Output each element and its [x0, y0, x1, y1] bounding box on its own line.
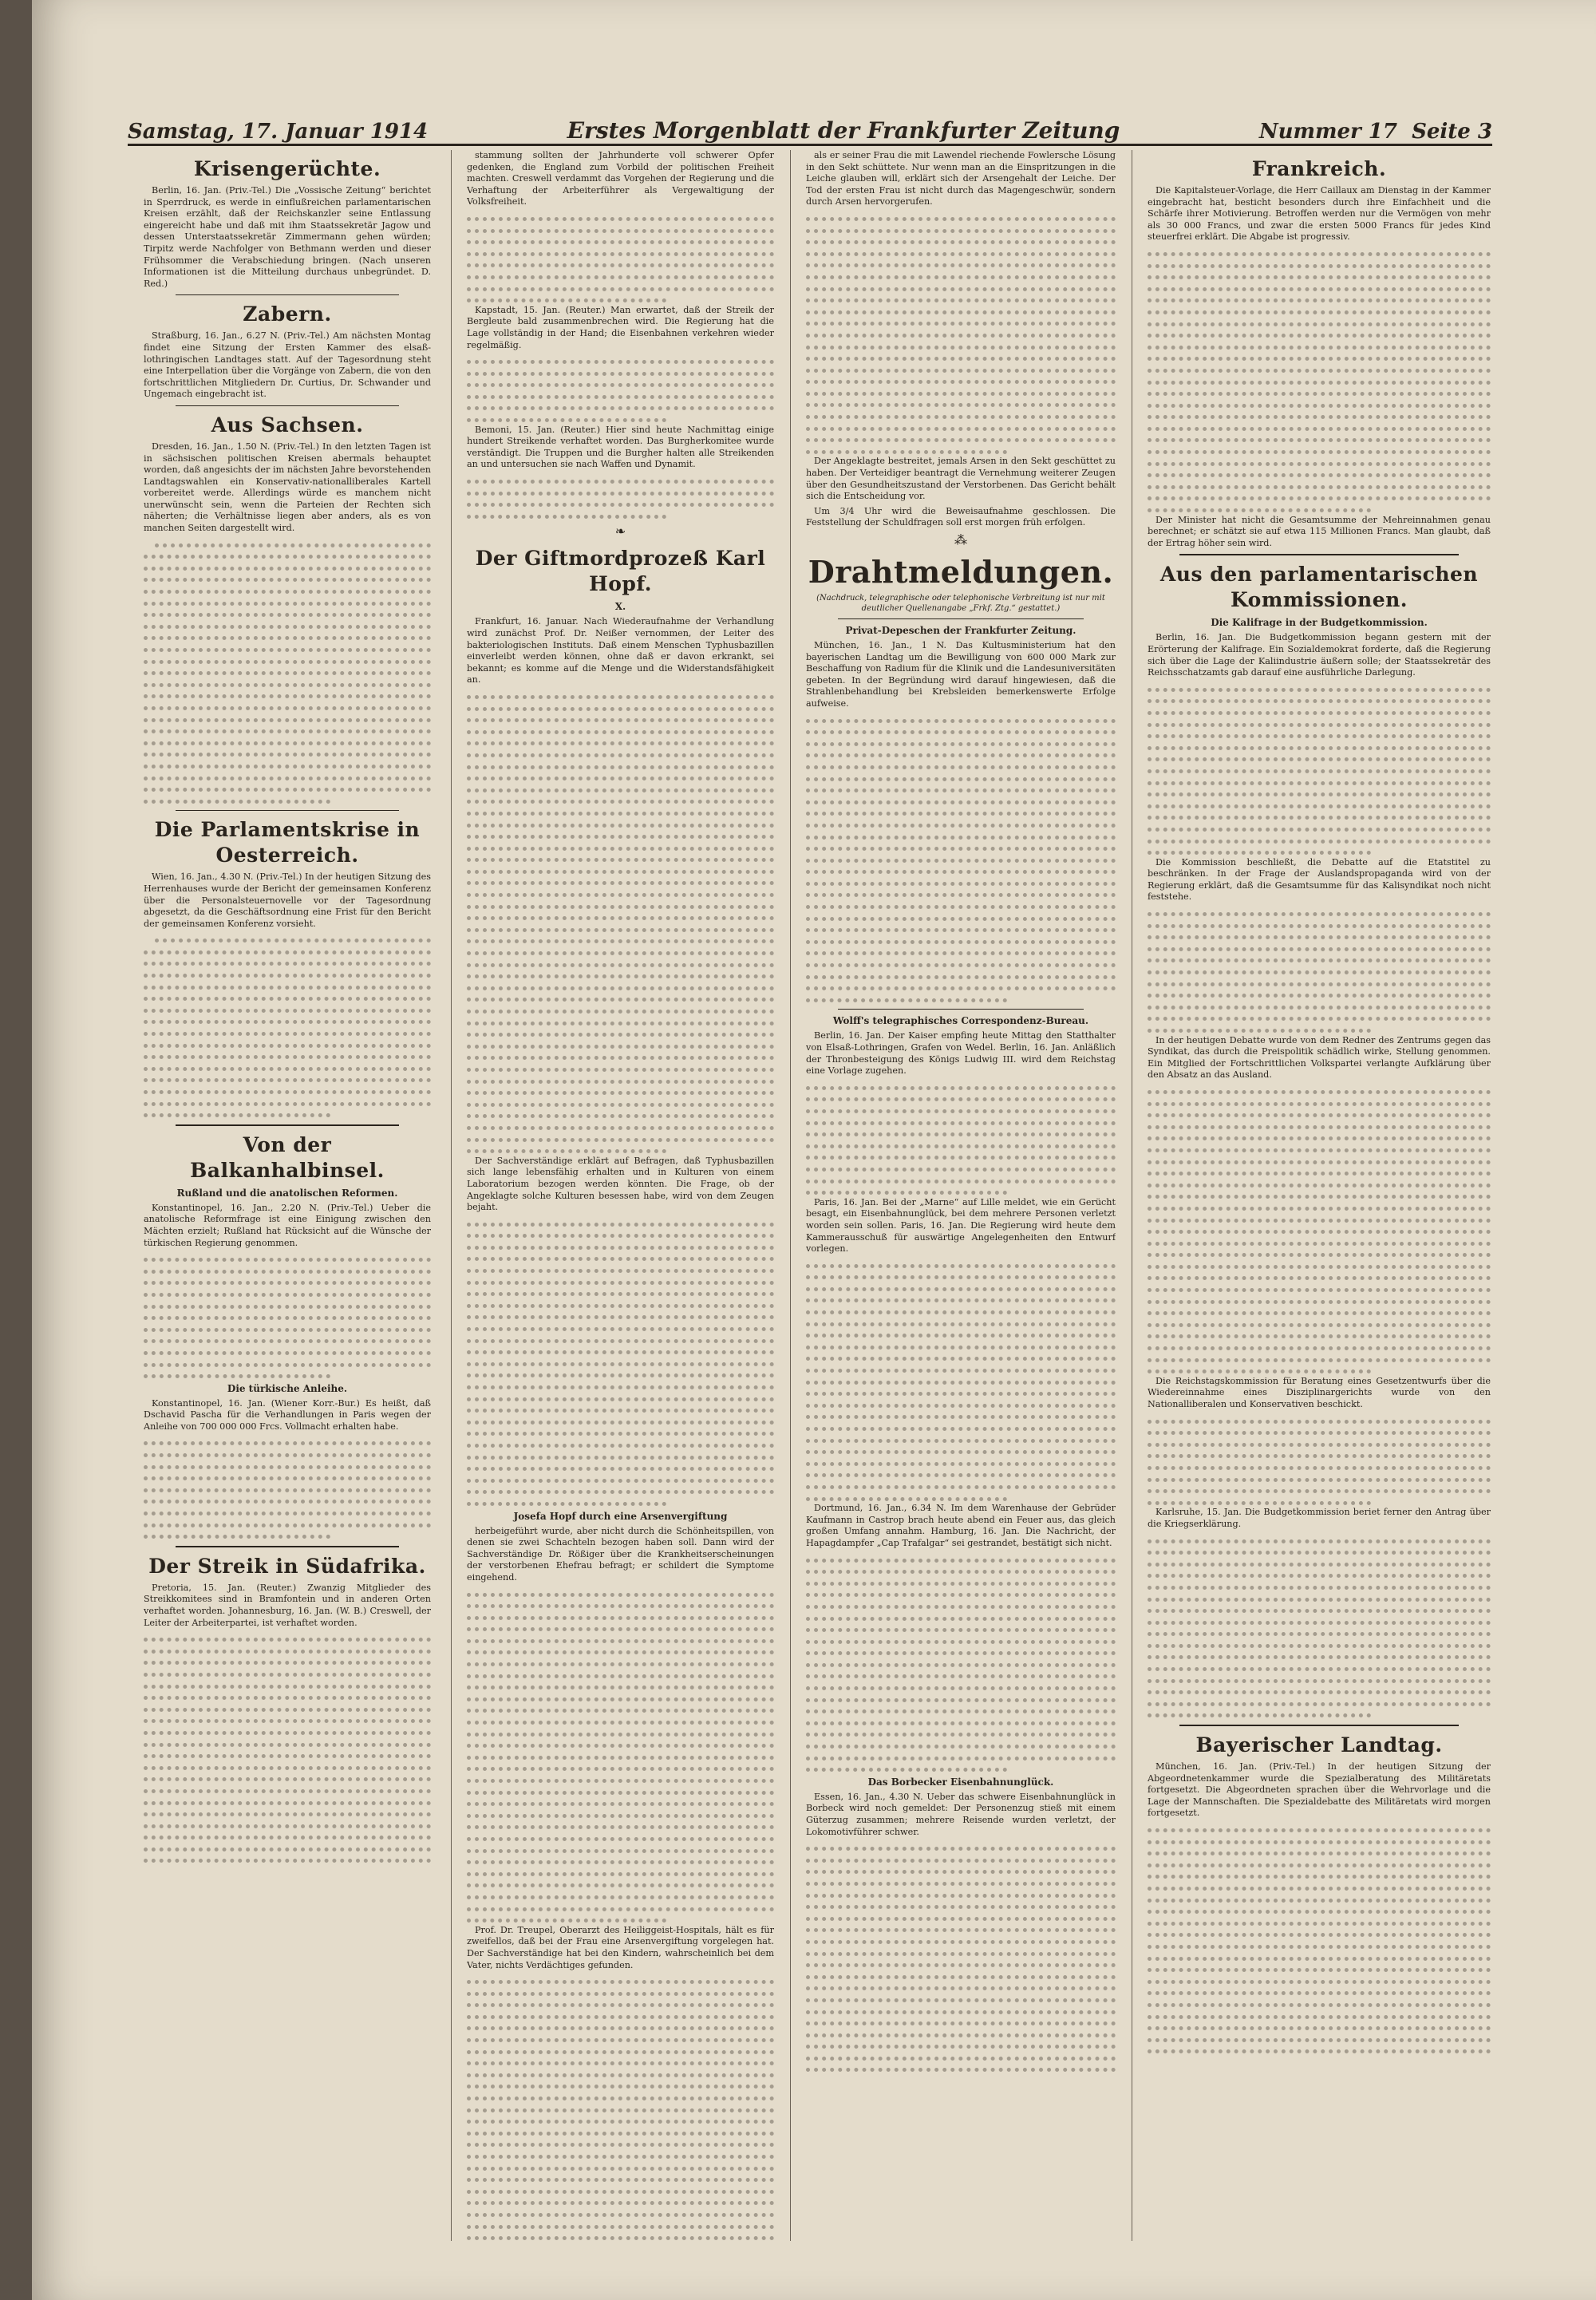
headline-frankreich: Frankreich. — [1251, 157, 1387, 180]
headline-bayerischer-landtag: Bayerischer Landtag. — [1195, 1733, 1443, 1757]
illegible-text-block — [1148, 1823, 1491, 2056]
illegible-text-block — [467, 690, 774, 1156]
article-paragraph: Essen, 16. Jan., 4.30 N. Ueber das schwere Eisenbahnunglück in Borbeck wird noch gemeldet: Der Personenzug stieß mit einem Güterzug zusammen; mehrere Reisende wurden verletzt, der Lokomotivführer schwer. — [806, 1791, 1116, 1837]
article-paragraph: Konstantinopel, 16. Jan., 2.20 N. (Priv.-Tel.) Ueber die anatolische Reformfrage ist eine Einigung zwischen den Mächten erzielt; Rußland hat Rücksicht auf die Wünsche der türkischen Regierung genommen. — [144, 1202, 431, 1248]
headline-zabern: Zabern. — [243, 302, 332, 326]
column-1 — [144, 150, 431, 2241]
headline-drahtmeldungen: Drahtmeldungen. — [808, 554, 1114, 590]
separator — [1179, 1725, 1459, 1726]
separator — [1179, 554, 1459, 555]
illegible-text-block — [467, 474, 774, 520]
illegible-text-block — [806, 211, 1116, 456]
article-paragraph: Der Sachverständige erklärt auf Befragen, daß Typhusbazillen sich lange lebensfähig erhalten und in Kulturen von einem Laboratorium bezogen werden könnten. Die Frage, ob der Angeklagte solche Kulturen besessen habe, wird von dem Zeugen bejaht. — [467, 1155, 774, 1213]
article-paragraph: stammung sollten der Jahrhunderte voll schwerer Opfer gedenken, die England zum Vorbild der politischen Freiheit machten. Creswell verdammt das Vorgehen der Regierung und die Verhaftung der Arbeiterführer als Vergewaltigung der Volksfreiheit. — [467, 150, 774, 207]
illegible-text-block — [144, 1632, 431, 1865]
column-2 — [467, 150, 774, 2241]
illegible-text-block — [806, 713, 1116, 1005]
article-paragraph: herbeigeführt wurde, aber nicht durch die Schönheitspillen, von denen sie zwei Schachteln bezogen haben soll. Dann wird der Sachverständige Dr. Rößiger über die Krankheitserscheinungen der verstorbenen Ehefrau befragt; er schildert die Symptome eingehend. — [467, 1525, 774, 1583]
page-header — [128, 112, 1492, 146]
page-number: Seite 3 — [1412, 120, 1492, 144]
illegible-text-block — [467, 1587, 774, 1925]
article-paragraph: Die Reichstagskommission für Beratung eines Gesetzentwurfs über die Wiedereinnahme eines Disziplinargerichts wurde von den Nationalliberalen und Konservativen beschickt. — [1148, 1375, 1491, 1409]
article-paragraph: München, 16. Jan., 1 N. Das Kultusministerium hat den bayerischen Landtag um die Bewilligung von 600 000 Mark zur Beschaffung von Radium für die Klinik und die Landesuniversitäten gebeten. In der Begründung wird darauf hingewiesen, daß die Strahlenbehandlung bei Krebsleiden bemerkenswerte Erfolge aufweise. — [806, 640, 1116, 709]
illegible-text-block — [806, 1081, 1116, 1197]
article-paragraph: Prof. Dr. Treupel, Oberarzt des Heiliggeist-Hospitals, hält es für zweifellos, daß bei der Frau eine Arsenvergiftung vorgelegen hat. Der Sachverständige hat bei den Kindern, wahrscheinlich bei dem Vater, nichts Verdächtiges gefunden. — [467, 1924, 774, 1970]
headline-streik-suedafrika: Der Streik in Südafrika. — [148, 1554, 426, 1578]
issue-number-page — [1259, 120, 1492, 144]
illegible-text-block — [467, 211, 774, 305]
article-paragraph: Dortmund, 16. Jan., 6.34 N. Im dem Warenhause der Gebrüder Kaufmann in Castrop brach heute abend ein Feuer aus, das gleich großen Umfang annahm. Hamburg, 16. Jan. Die Nachricht, der Hapagdampfer „Cap Trafalgar“ sei gestrandet, bestätigt sich nicht. — [806, 1503, 1116, 1548]
illegible-text-block — [144, 1252, 431, 1381]
article-paragraph: Berlin, 16. Jan. Der Kaiser empfing heute Mittag den Statthalter von Elsaß-Lothringen, Grafen von Wedel. Berlin, 16. Jan. Anläßlich der Thronbesteigung des Königs Ludwig III. wird dem Reichstag eine Vorlage zugehen. — [806, 1030, 1116, 1077]
article-paragraph: Bemoni, 15. Jan. (Reuter.) Hier sind heute Nachmittag einige hundert Streikende verhaftet worden. Das Burgherkomitee wurde verständigt. Die Truppen und die Burgher halten alle Streikenden an und untersuchen sie nach Waffen und Dynamit. — [467, 424, 774, 470]
illegible-text-block — [467, 1974, 774, 2241]
illegible-text-block — [806, 1259, 1116, 1503]
subheadline: Die türkische Anleihe. — [227, 1382, 348, 1394]
subheadline: Josefa Hopf durch eine Arsenvergiftung — [513, 1510, 728, 1522]
column-rule — [451, 150, 452, 2241]
subheadline: Die Kalifrage in der Budgetkommission. — [1211, 617, 1428, 629]
headline-giftmordprozess: Der Giftmordprozeß Karl Hopf. — [475, 547, 766, 596]
reprint-notice: (Nachdruck, telegraphische oder telephonische Verbreitung ist nur mit deutlicher Quellenangabe „Frkf. Ztg.“ gestattet.) — [816, 594, 1105, 613]
issue-date: Samstag, 17. Januar 1914 — [128, 120, 429, 144]
subheadline: Rußland und die anatolischen Reformen. — [176, 1187, 398, 1199]
illegible-text-block — [467, 354, 774, 425]
separator — [838, 1009, 1084, 1010]
column-4 — [1148, 150, 1491, 2241]
article-paragraph: Karlsruhe, 15. Jan. Die Budgetkommission beriet ferner den Antrag über die Kriegserklärung. — [1148, 1507, 1491, 1529]
issue-number: Nummer 17 — [1258, 120, 1397, 144]
article-paragraph: Straßburg, 16. Jan., 6.27 N. (Priv.-Tel.) Am nächsten Montag findet eine Sitzung der Ersten Kammer des elsaß-lothringischen Landtages statt. Auf der Tagesordnung steht eine Interpellation über die Vorgänge von Zabern, die von den fortschrittlichen Mitgliedern Dr. Curtius, Dr. Schwander und Ungemach eingebracht ist. — [144, 330, 431, 400]
article-paragraph: Der Minister hat nicht die Gesamtsumme der Mehreinnahmen genau berechnet; er schätzt sie auf etwa 115 Millionen Francs. Man glaubt, daß der Ertrag höher sein wird. — [1148, 514, 1491, 548]
column-3 — [806, 150, 1116, 2241]
subheadline: Wolff's telegraphisches Correspondenz-Bureau. — [832, 1015, 1089, 1027]
subheadline: Das Borbecker Eisenbahnunglück. — [867, 1776, 1054, 1788]
article-paragraph: Paris, 16. Jan. Bei der „Marne“ auf Lille meldet, wie ein Gerücht besagt, ein Eisenbahnunglück, bei dem mehrere Personen verletzt worden sein sollen. Paris, 16. Jan. Die Regierung wird heute dem Kammerausschuß für auswärtige Angelegenheiten den Entwurf vorlegen. — [806, 1196, 1116, 1255]
article-paragraph: Die Kapitalsteuer-Vorlage, die Herr Caillaux am Dienstag in der Kammer eingebracht hat, besticht besonders durch ihre Einfachheit und die Schärfe ihrer Motivierung. Betroffen werden nur die Vermögen von mehr als 30 000 Francs, und zwar die ersten 5000 Francs für jedes Kind steuerfrei erklärt. Die Abgabe ist progressiv. — [1148, 185, 1491, 243]
headline-parlamentskrise: Die Parlamentskrise in Oesterreich. — [154, 818, 421, 867]
article-paragraph: Berlin, 16. Jan. Die Budgetkommission begann gestern mit der Erörterung der Kalifrage. Ein Sozialdemokrat forderte, daß die Regierung sich über die Lage der Kaliindustrie äußern solle; der Staatssekretär des Reichsschatzamts gab darauf eine ausführliche Darlegung. — [1148, 632, 1491, 678]
illegible-text-block — [144, 538, 431, 806]
article-paragraph: Berlin, 16. Jan. (Priv.-Tel.) Die „Vossische Zeitung“ berichtet in Sperrdruck, es werde in einflußreichen parlamentarischen Kreisen erzählt, daß der Reichskanzler seine Entlassung eingereicht habe und daß mit ihm Staatssekretär Jagow und dessen Unterstaatssekretär Zimmermann gehen würden; Tirpitz werde Nachfolger von Bethmann werden und dieser Frühsommer die Verabschiedung bringen. (Nach unseren Informationen ist die Mitteilung durchaus unbegründet. D. Red.) — [144, 185, 431, 289]
separator — [176, 405, 399, 406]
newspaper-page — [32, 0, 1596, 2300]
article-paragraph: Pretoria, 15. Jan. (Reuter.) Zwanzig Mitglieder des Streikkomitees sind in Bramfontein und in anderen Orten verhaftet worden. Johannesburg, 16. Jan. (W. B.) Creswell, der Leiter der Arbeiterpartei, ist verhaftet worden. — [144, 1582, 431, 1628]
separator — [176, 1124, 399, 1126]
ornament-divider: ⁂ — [954, 532, 967, 547]
installment-number: X. — [614, 601, 626, 613]
article-paragraph: Die Kommission beschließt, die Debatte auf die Etatstitel zu beschränken. In der Frage der Auslandspropaganda wird von der Regierung erklärt, daß die Gesamtsumme für das Kalisyndikat noch nicht feststehe. — [1148, 856, 1491, 903]
headline-parlamentarische-kommissionen: Aus den parlamentarischen Kommissionen. — [1159, 563, 1479, 612]
newspaper-title: Erstes Morgenblatt der Frankfurter Zeitung — [567, 117, 1120, 144]
column-rule — [790, 150, 791, 2241]
illegible-text-block — [806, 1553, 1116, 1774]
illegible-text-block — [806, 1841, 1116, 2074]
illegible-text-block — [1148, 1085, 1491, 1376]
article-paragraph: Um 3/4 Uhr wird die Beweisaufnahme geschlossen. Die Feststellung der Schuldfragen soll erst morgen früh erfolgen. — [806, 505, 1116, 528]
subheadline: Privat-Depeschen der Frankfurter Zeitung. — [845, 625, 1077, 636]
separator — [838, 618, 1084, 619]
separator — [176, 1546, 399, 1547]
article-paragraph: Konstantinopel, 16. Jan. (Wiener Korr.-Bur.) Es heißt, daß Dschavid Pascha für die Verhandlungen in Paris wegen der Anleihe von 700 000 000 Frcs. Vollmacht erhalten habe. — [144, 1397, 431, 1432]
headline-aus-sachsen: Aus Sachsen. — [211, 413, 364, 437]
illegible-text-block — [144, 1436, 431, 1540]
illegible-text-block — [1148, 1414, 1491, 1508]
article-paragraph: Frankfurt, 16. Januar. Nach Wiederaufnahme der Verhandlung wird zunächst Prof. Dr. Neißer vernommen, der Leiter des bakteriologischen Instituts. Daß einem Menschen Typhusbazillen einverleibt werden können, ohne daß er davon erkrankt, sei bekannt; es komme auf die Menge und die Widerstandsfähigkeit an. — [467, 616, 774, 686]
illegible-text-block — [467, 1217, 774, 1508]
headline-krisengeruechte: Krisengerüchte. — [193, 157, 381, 180]
separator — [176, 294, 399, 295]
article-paragraph: Dresden, 16. Jan., 1.50 N. (Priv.-Tel.) In den letzten Tagen ist in sächsischen politischen Kreisen abermals behauptet worden, daß angesichts der im nächsten Jahre bevorstehenden Landtagswahlen ein Konservativ-nationalliberales Kartell vorbereitet werde. Allerdings würde es manchem nicht unerwünscht sein, wenn die Parteien der Rechten sich näherten; die Verhältnisse liegen aber anders, als es von manchen Seiten dargestellt wird. — [144, 441, 431, 534]
article-paragraph: Der Angeklagte bestreitet, jemals Arsen in den Sekt geschüttet zu haben. Der Verteidiger beantragt die Vernehmung weiterer Zeugen über den Gesundheitszustand der Verstorbenen. Das Gericht behält sich die Entscheidung vor. — [806, 456, 1116, 502]
headline-balkanhalbinsel: Von der Balkanhalbinsel. — [190, 1132, 385, 1182]
ornament-divider: ❧ — [614, 524, 626, 539]
illegible-text-block — [1148, 682, 1491, 857]
illegible-text-block — [1148, 247, 1491, 515]
illegible-text-block — [144, 933, 431, 1120]
illegible-text-block — [1148, 907, 1491, 1035]
article-paragraph: In der heutigen Debatte wurde von dem Redner des Zentrums gegen das Syndikat, das durch die Preispolitik schädlich wirke, Stellung genommen. Ein Mitglied der Fortschrittlichen Volkspartei verlangte Aufklärung über den Absatz an das Ausland. — [1148, 1034, 1491, 1081]
article-paragraph: als er seiner Frau die mit Lawendel riechende Fowlersche Lösung in den Sekt schüttete. Nur wenn man an die Einspritzungen in die Leiche glauben will, erklärt sich der Arsengehalt der Leiche. Der Tod der ersten Frau ist nicht durch das Magengeschwür, sondern durch Arsen hervorgerufen. — [806, 150, 1116, 207]
separator — [176, 810, 399, 811]
article-paragraph: Kapstadt, 15. Jan. (Reuter.) Man erwartet, daß der Streik der Bergleute bald zusammenbrechen wird. Die Regierung hat die Lage vollständig in der Hand; die Eisenbahnen verkehren wieder regelmäßig. — [467, 304, 774, 350]
illegible-text-block — [1148, 1534, 1491, 1721]
article-paragraph: München, 16. Jan. (Priv.-Tel.) In der heutigen Sitzung der Abgeordnetenkammer wurde die Spezialberatung des Militäretats fortgesetzt. Die Abgeordneten sprachen über die Wehrvorlage und die Lage der Mannschaften. Die Spezialdebatte des Militäretats wird morgen fortgesetzt. — [1148, 1761, 1491, 1819]
article-paragraph: Wien, 16. Jan., 4.30 N. (Priv.-Tel.) In der heutigen Sitzung des Herrenhauses wurde der Bericht der gemeinsamen Konferenz über die Personalsteuernovelle vor der Tagesordnung abgesetzt, da die Geschäftsordnung eine Frist für den Bericht der gemeinsamen Konferenz vorsieht. — [144, 871, 431, 929]
